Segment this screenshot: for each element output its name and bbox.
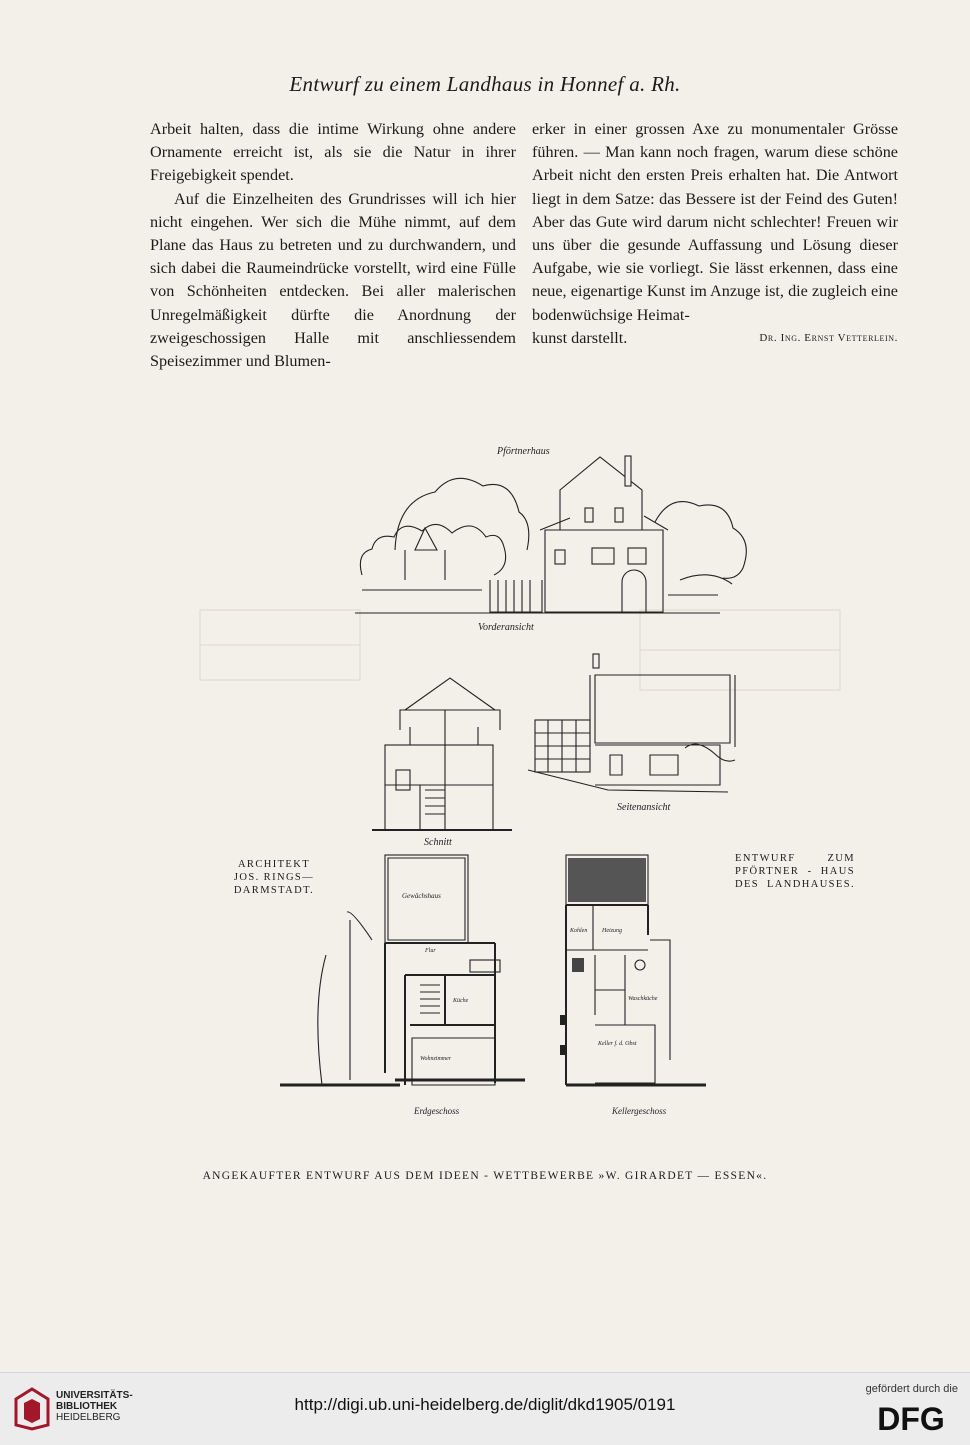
section-drawing [372, 678, 512, 848]
running-head: Entwurf zu einem Landhaus in Honnef a. Rh. [289, 72, 681, 96]
library-line-2: BIBLIOTHEK [56, 1401, 118, 1412]
right-text-column [532, 118, 898, 350]
closing-line [532, 327, 898, 350]
top-label: Pförtnerhaus [497, 446, 550, 457]
right-paragraph: erker in einer grossen Axe zu monumentaler Grösse führen. — Man kann noch fragen, warum diese schöne Arbeit nicht den ersten Preis erhalten hat. Die Antwort liegt in dem Satze: das Bessere ist der Feind des Guten! Aber das Gute wird darum nicht schlechter! Freuen wir uns über die gesunde Auffassung und Lösung dieser Aufgabe, wie sie vorliegt. Sie lässt erkennen, dass eine neue, eigenartige Kunst im Anzuge ist, die zugleich eine bodenwüchsige Heimat- [532, 120, 898, 324]
design-label [735, 852, 855, 891]
architect-line-3: DARMSTADT. [233, 885, 315, 896]
front-view-label: Vorderansicht [478, 622, 534, 633]
section-label: Schnitt [424, 837, 452, 848]
digitization-footer [0, 1372, 970, 1445]
architect-label [228, 858, 320, 897]
library-line-1: UNIVERSITÄTS- [56, 1390, 133, 1401]
architectural-drawings [0, 430, 970, 1130]
basement-plan [560, 855, 706, 1116]
dfg-logo-text: DFG [877, 1401, 945, 1436]
funded-by-text: gefördert durch die [865, 1383, 958, 1395]
author-signature: Dr. Ing. Ernst Vetterlein. [759, 331, 898, 344]
digital-library-url[interactable]: http://digi.ub.uni-heidelberg.de/diglit/dkd1905/0191 [294, 1395, 676, 1414]
ground-floor-label: Erdgeschoss [414, 1106, 460, 1116]
room-greenhouse: Gewächshaus [402, 892, 441, 900]
left-paragraph-1: Arbeit halten, dass die intime Wirkung ohne andere Ornamente erreicht ist, als sie die Natur in ihrer Freigebigkeit spendet. [150, 120, 516, 185]
room-wash: Waschküche [628, 996, 658, 1002]
basement-label: Kellergeschoss [612, 1106, 667, 1116]
left-paragraph-2: Auf die Einzelheiten des Grundrisses will ich hier nicht eingehen. Wer sich die Mühe nimmt, auf dem Plane das Haus zu betreten und zu durchwandern, und sich dabei die Raumeindrücke vorstellt, wird eine Fülle von Schönheiten entdecken. Bei aller malerischen Unregelmäßigkeit dürfte die Anordnung der zweigeschossigen Halle mit anschliessendem Speisezimmer und Blumen- [150, 189, 516, 371]
side-view-label: Seitenansicht [617, 802, 671, 813]
figure-caption: ANGEKAUFTER ENTWURF AUS DEM IDEEN - WETTBEWERBE »W. GIRARDET — ESSEN«. [202, 1170, 768, 1182]
room-vestibule: Flur [425, 948, 436, 954]
architect-line-1: ARCHITEKT [237, 859, 311, 870]
room-cellar: Keller f. d. Obst [598, 1041, 637, 1047]
library-line-3: HEIDELBERG [56, 1412, 121, 1423]
closing-text: kunst darstellt. [532, 328, 628, 347]
design-line-3: DES LANDHAUSES. [735, 879, 855, 890]
left-text-column [150, 118, 516, 373]
architect-line-2: JOS. RINGS— [233, 872, 315, 883]
design-line-1: ENTWURF ZUM [735, 853, 855, 864]
front-view-drawing [355, 446, 746, 633]
room-coal: Kohlen [570, 928, 588, 934]
room-heating: Heizung [602, 928, 622, 934]
side-view-drawing [528, 654, 735, 813]
room-living: Wohnzimmer [420, 1056, 452, 1062]
dfg-logo-icon [866, 1400, 956, 1436]
room-kitchen: Küche [453, 998, 469, 1004]
design-line-2: PFÖRTNER - HAUS [735, 866, 855, 877]
